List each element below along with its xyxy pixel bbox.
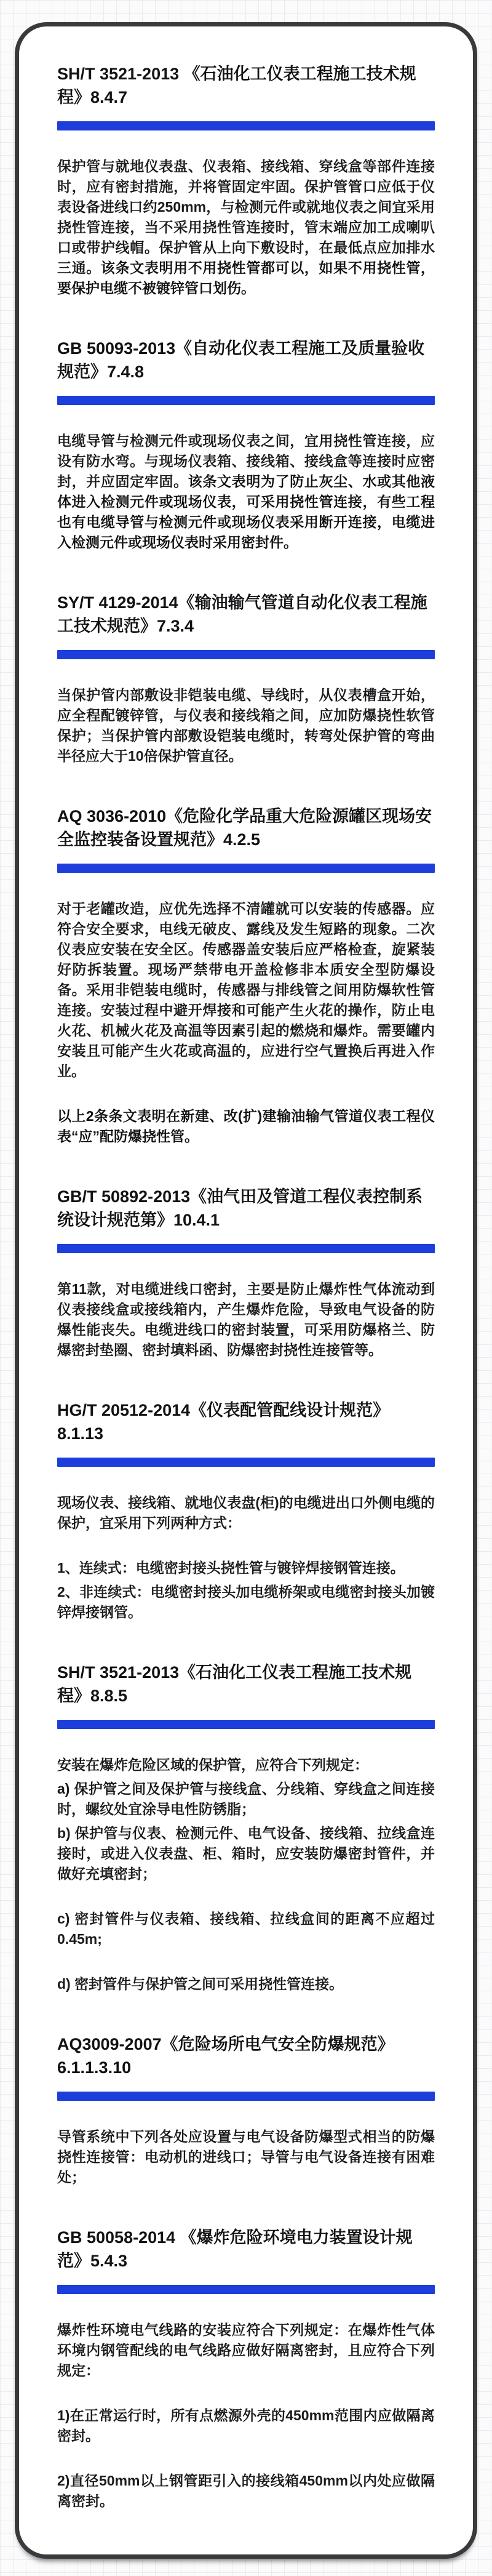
heading-underline-bar	[57, 650, 435, 659]
standard-section	[57, 1398, 435, 1623]
heading-underline-bar	[57, 864, 435, 873]
standard-heading: SH/T 3521-2013《石油化工仪表工程施工技术规程》8.8.5	[57, 1663, 412, 1705]
section-body	[57, 156, 435, 299]
page-background	[0, 22, 492, 2559]
body-text: 当保护管内部敷设非铠装电缆、导线时，从仪表槽盒开始，应全程配镀锌管，与仪表和接线箱之间，应加防爆挠性软管保护；当保护管内部敷设铠装电缆时，转弯处保护管的弯曲半径应大于10倍保护管直径。	[57, 687, 435, 764]
body-paragraph	[57, 1823, 435, 1884]
body-text: 2)直径50mm以上钢管距引入的接线箱450mm以内处应做隔离密封。	[57, 2473, 435, 2509]
section-body	[57, 1493, 435, 1623]
heading-underline-bar	[57, 2285, 435, 2294]
body-paragraph	[57, 1779, 435, 1820]
section-body	[57, 1279, 435, 1360]
body-text: 现场仪表、接线箱、就地仪表盘(柜)的电缆进出口外侧电缆的保护，宜采用下列两种方式：	[57, 1495, 435, 1531]
body-paragraph	[57, 1909, 435, 1949]
standard-heading: SY/T 4129-2014《输油输气管道自动化仪表工程施工技术规范》7.3.4	[57, 593, 427, 635]
section-body	[57, 2127, 435, 2188]
standard-section	[57, 62, 435, 299]
standard-heading: AQ3009-2007《危险场所电气安全防爆规范》6.1.1.3.10	[57, 2035, 394, 2077]
body-text: 安装在爆炸危险区域的保护管，应符合下列规定：	[57, 1757, 368, 1773]
body-paragraph	[57, 156, 435, 299]
standard-section	[57, 1661, 435, 1994]
body-text: 对于老罐改造，应优先选择不清罐就可以安装的传感器。应符合安全要求，电线无破皮、露线及发生短路的现象。二次仪表应安装在安全区。传感器盖安装后应严格检查，旋紧装好防拆装置。现场严禁带电开盖检修非本质安全型防爆设备。采用非铠装电缆时，传感器与排线管之间用防爆软性管连接。安装过程中避开焊接和可能产生火花的操作，防止电火花、机械火花及高温等因素引起的燃烧和爆炸。需要罐内安装且可能产生火花或高温的，应进行空气置换后再进入作业。	[57, 901, 435, 1079]
article-card	[15, 22, 477, 2559]
sections-container	[57, 62, 435, 2511]
standard-section	[57, 1185, 435, 1360]
body-text: 电缆导管与检测元件或现场仪表之间，宜用挠性管连接，应设有防水弯。与现场仪表箱、接线箱、接线盒等连接时应密封，并应固定牢固。	[57, 433, 435, 489]
standard-section	[57, 2226, 435, 2511]
heading-underline-bar	[57, 2092, 435, 2101]
heading-underline-bar	[57, 1720, 435, 1729]
standard-heading: HG/T 20512-2014《仪表配管配线设计规范》8.1.13	[57, 1401, 390, 1443]
commentary-bold-text: 以上2条条文表明在新建、改(扩)建输油输气管道仪表工程仪表“应”配防爆挠性管。	[57, 1108, 435, 1144]
body-text: 1、连续式：电缆密封接头挠性管与镀锌焊接钢管连接。	[57, 1560, 405, 1576]
standard-heading: GB 50058-2014 《爆炸危险环境电力装置设计规范》5.4.3	[57, 2228, 413, 2270]
body-text: c) 密封管件与仪表箱、接线箱、拉线盒间的距离不应超过0.45m;	[57, 1911, 435, 1947]
body-text: 保护管与就地仪表盘、仪表箱、接线箱、穿线盒等部件连接时，应有密封措施，并将管固定牢固。保护管管口应低于仪表设备进线口约250mm，与检测元件或就地仪表之间宜采用挠性管连接，当不采用挠性管连接时，管末端应加工成喇叭口或带护线帽。保护管从上向下敷设时，在最低点应加排水三通。	[57, 158, 435, 276]
standard-heading: GB/T 50892-2013《油气田及管道工程仪表控制系统设计规范第》10.4.1	[57, 1187, 423, 1229]
standard-heading: AQ 3036-2010《危险化学品重大危险源罐区现场安全监控装备设置规范》4.2.5	[57, 807, 432, 849]
body-paragraph	[57, 1106, 435, 1147]
body-paragraph	[57, 1558, 435, 1578]
body-paragraph	[57, 2127, 435, 2188]
standard-heading: SH/T 3521-2013 《石油化工仪表工程施工技术规程》8.4.7	[57, 65, 416, 106]
section-body	[57, 685, 435, 766]
body-paragraph	[57, 2471, 435, 2511]
body-text: 1)在正常运行时，所有点燃源外壳的450mm范围内应做隔离密封。	[57, 2407, 435, 2444]
body-paragraph	[57, 899, 435, 1081]
body-text: b) 保护管与仪表、检测元件、电气设备、接线箱、拉线盒连接时，或进入仪表盘、柜、箱时，应安装防爆密封管件，并做好充填密封；	[57, 1825, 435, 1882]
heading-underline-bar	[57, 1458, 435, 1467]
body-text: a) 保护管之间及保护管与接线盒、分线箱、穿线盒之间连接时，螺纹处宜涂导电性防锈脂；	[57, 1781, 435, 1817]
standard-section	[57, 337, 435, 553]
commentary-bold-text: 该条文表明为了防止灰尘、水或其他液体进入检测元件或现场仪表，可采用挠性管连接，有些工程也有电缆导管与检测元件或现场仪表采用断开连接，电缆进入检测元件或现场仪表时采用密封件。	[57, 473, 435, 550]
section-body	[57, 431, 435, 553]
body-paragraph	[57, 2405, 435, 2446]
standard-section	[57, 804, 435, 1147]
body-paragraph	[57, 431, 435, 553]
body-paragraph	[57, 1974, 435, 1994]
heading-underline-bar	[57, 1244, 435, 1253]
commentary-bold-text: 该条文表明用不用挠性管都可以，如果不用挠性管，要保护电缆不被镀锌管口划伤。	[57, 260, 435, 296]
standard-section	[57, 591, 435, 766]
body-paragraph	[57, 1279, 435, 1360]
standard-heading: GB 50093-2013《自动化仪表工程施工及质量验收规范》7.4.8	[57, 339, 425, 381]
body-text: 爆炸性环境电气线路的安装应符合下列规定：在爆炸性气体环境内钢管配线的电气线路应做好隔离密封，且应符合下列规定：	[57, 2322, 435, 2378]
standard-section	[57, 2032, 435, 2188]
body-text: 第11款，对电缆进线口密封，主要是防止爆炸性气体流动到仪表接线盒或接线箱内，产生爆炸危险，导致电气设备的防爆性能丧失。电缆进线口的密封装置，可采用防爆格兰、防爆密封垫圈、密封填料函、防爆密封挠性连接管等。	[57, 1281, 435, 1358]
section-body	[57, 2320, 435, 2511]
body-text: 2、非连续式：电缆密封接头加电缆桥架或电缆密封接头加镀锌焊接钢管。	[57, 1584, 435, 1620]
body-paragraph	[57, 2320, 435, 2381]
body-text: 导管系统中下列各处应设置与电气设备防爆型式相当的防爆挠性连接管：电动机的进线口；导管与电气设备连接有困难处；	[57, 2129, 435, 2185]
section-body	[57, 899, 435, 1147]
heading-underline-bar	[57, 396, 435, 405]
body-paragraph	[57, 1582, 435, 1623]
section-body	[57, 1755, 435, 1994]
heading-underline-bar	[57, 121, 435, 130]
body-paragraph	[57, 1493, 435, 1533]
body-text: d) 密封管件与保护管之间可采用挠性管连接。	[57, 1976, 344, 1992]
body-paragraph	[57, 1755, 435, 1775]
body-paragraph	[57, 685, 435, 766]
